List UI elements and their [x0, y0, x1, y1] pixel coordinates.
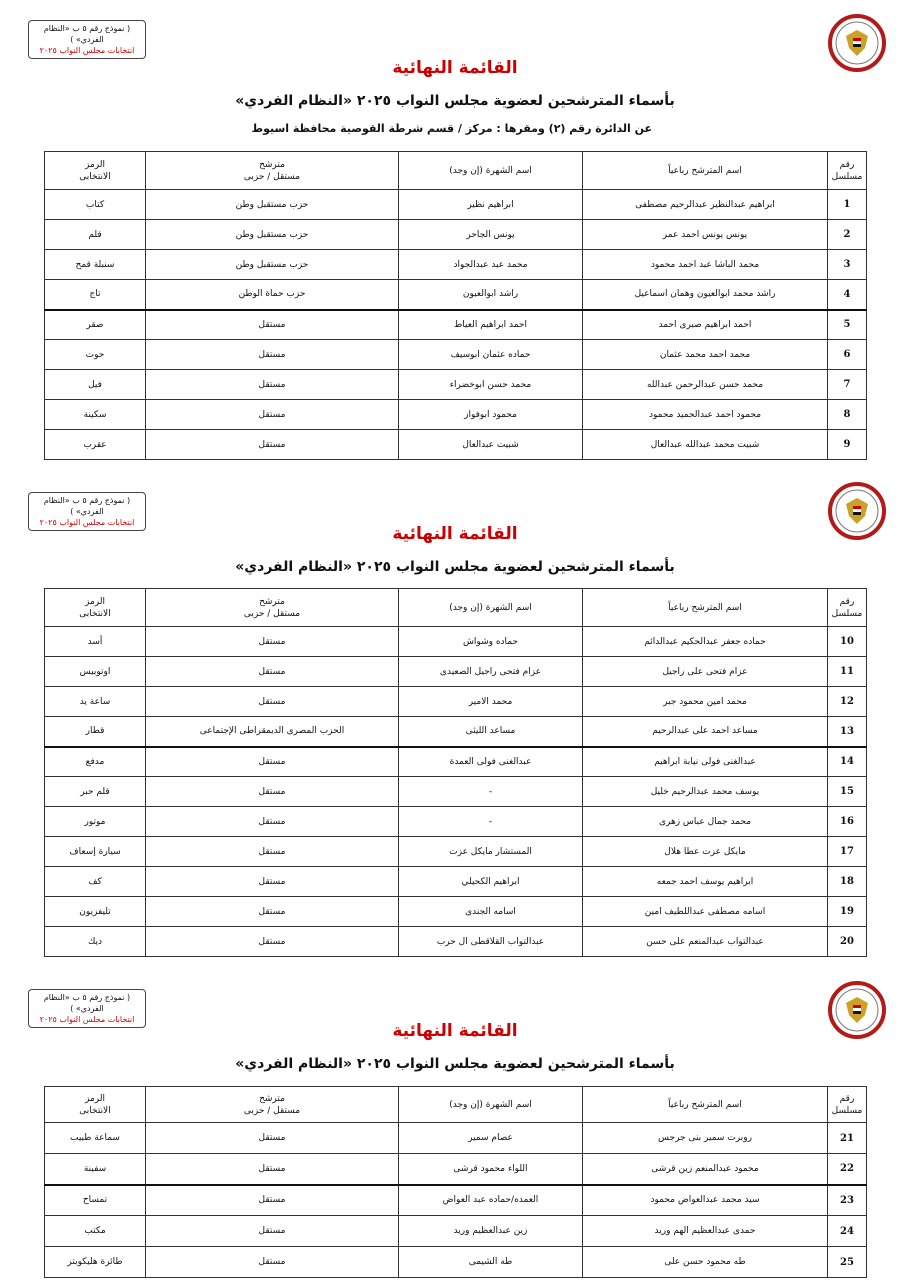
table-row: 18 ابراهيم يوسف احمد جمعه ابراهيم الكحيلي مستقل كف	[45, 867, 867, 897]
table-header-row	[45, 1087, 867, 1123]
table-row: 24 حمدى عبدالعظيم الهم وريد زين عبدالعظيم وريد مستقل مكتب	[45, 1216, 867, 1247]
header-symbol: الرمز الانتخابى	[45, 1087, 146, 1123]
page-1	[0, 0, 910, 470]
form-stamp	[28, 20, 146, 59]
candidates-table	[44, 588, 867, 957]
table-row: 25 طه محمود حسن على طه الشيمى مستقل طائرة هليكوبتر	[45, 1247, 867, 1278]
header-name: اسم المترشح رباعياً	[583, 1087, 828, 1123]
candidates-table	[44, 151, 867, 460]
page-subtitle: بأسماء المترشحين لعضوية مجلس النواب ٢٠٢٥ «النظام الفردي»	[235, 93, 675, 109]
header-name: اسم المترشح رباعياً	[583, 589, 828, 627]
header-nickname: اسم الشهرة (إن وجد)	[399, 1087, 583, 1123]
header-nickname: اسم الشهرة (إن وجد)	[399, 152, 583, 190]
header-type: مترشح مستقل / حزبى	[146, 589, 399, 627]
page-3	[0, 975, 910, 1280]
page-subtitle: بأسماء المترشحين لعضوية مجلس النواب ٢٠٢٥ «النظام الفردي»	[235, 1056, 675, 1072]
header-serial: رقم مسلسل	[828, 1087, 867, 1123]
header-symbol: الرمز الانتخابى	[45, 589, 146, 627]
table-row: 13 مساعد احمد على عبدالرحيم مساعد الليثى الحزب المصرى الديمقراطى الإجتماعى قطار	[45, 717, 867, 747]
stamp-line2: انتخابات مجلس النواب ٢٠٢٥	[39, 1015, 135, 1024]
stamp-line1: ( نموذج رقم ٥ ب «النظام الفردي» )	[43, 993, 131, 1013]
table-row: 23 سيد محمد عبدالعواض محمود العمده/حماده عبد العواض مستقل تمساح	[45, 1185, 867, 1216]
table-row: 8 محمود احمد عبدالحميد محمود محمود ابوفواز مستقل سكينة	[45, 400, 867, 430]
table-row: 3 محمد الباشا عبد احمد محمود محمد عبد عبدالجواد حزب مستقبل وطن سنبلة قمح	[45, 250, 867, 280]
table-row: 20 عبدالتواب عبدالمنعم على حسن عبدالتواب القلاقطى ال حرب مستقل ديك	[45, 927, 867, 957]
header-serial: رقم مسلسل	[828, 152, 867, 190]
page-2	[0, 478, 910, 968]
table-row: 22 محمود عبدالمنعم زين قرشى اللواء محمود قرشى مستقل سفينة	[45, 1154, 867, 1185]
page-title: القائمة النهائية	[392, 1021, 518, 1041]
table-row: 17 مايكل عزت عطا هلال المستشار مايكل عزت مستقل سيارة إسعاف	[45, 837, 867, 867]
table-row: 11 عزام فتحى على راجيل عزام فتحى راجيل الصعيدى مستقل اوتوبيس	[45, 657, 867, 687]
table-row: 15 يوسف محمد عبدالرحيم خليل - مستقل قلم حبر	[45, 777, 867, 807]
header-symbol: الرمز الانتخابى	[45, 152, 146, 190]
table-row: 5 احمد ابراهيم صبرى احمد احمد ابراهيم العياط مستقل صقر	[45, 310, 867, 340]
stamp-line1: ( نموذج رقم ٥ ب «النظام الفردي» )	[43, 24, 131, 44]
table-header-row	[45, 589, 867, 627]
table-row: 10 حماده جعفر عبدالحكيم عبدالدائم حماده وشواش مستقل أسد	[45, 627, 867, 657]
table-row: 4 راشد محمد ابوالعيون وهمان اسماعيل راشد ابوالعيون حزب حماة الوطن تاج	[45, 280, 867, 310]
page-title: القائمة النهائية	[392, 58, 518, 78]
table-row: 16 محمد جمال عباس زهرى - مستقل موتور	[45, 807, 867, 837]
table-row: 21 روبرت سمير بنى جرجس عصام سمير مستقل سماعة طبيب	[45, 1123, 867, 1154]
header-nickname: اسم الشهرة (إن وجد)	[399, 589, 583, 627]
table-row: 9 شبيت محمد عبدالله عبدالعال شبيت عبدالعال مستقل عقرب	[45, 430, 867, 460]
table-row: 7 محمد حسن عبدالرحمن عبدالله محمد حسن ابوخضراء مستقل فيل	[45, 370, 867, 400]
stamp-line2: انتخابات مجلس النواب ٢٠٢٥	[39, 46, 135, 55]
table-row: 1 ابراهيم عبدالنظير عبدالرحيم مصطفى ابراهيم نظير حزب مستقبل وطن كتاب	[45, 190, 867, 220]
table-row: 2 يونس يونس احمد عمر يونس الجاحر حزب مستقبل وطن قلم	[45, 220, 867, 250]
table-row: 12 محمد امين محمود جبر محمد الامير مستقل ساعة يد	[45, 687, 867, 717]
table-row: 19 اسامه مصطفى عبداللطيف امين اسامه الجندى مستقل تليفزيون	[45, 897, 867, 927]
header-name: اسم المترشح رباعياً	[583, 152, 828, 190]
page-subtitle: بأسماء المترشحين لعضوية مجلس النواب ٢٠٢٥ «النظام الفردي»	[235, 559, 675, 575]
table-header-row	[45, 152, 867, 190]
table-row: 14 عبدالغنى فولى نيابة ابراهيم عبدالغنى فولى العمدة مستقل مدفع	[45, 747, 867, 777]
stamp-line2: انتخابات مجلس النواب ٢٠٢٥	[39, 518, 135, 527]
table-row: 6 محمد احمد محمد عثمان حماده عثمان ابوسيف مستقل حوت	[45, 340, 867, 370]
header-serial: رقم مسلسل	[828, 589, 867, 627]
candidates-table	[44, 1086, 867, 1278]
stamp-line1: ( نموذج رقم ٥ ب «النظام الفردي» )	[43, 496, 131, 516]
header-type: مترشح مستقل / حزبى	[146, 152, 399, 190]
header-type: مترشح مستقل / حزبى	[146, 1087, 399, 1123]
district-info: عن الدائرة رقم (٢) ومقرها : مركز / قسم شرطة القوصية محافظة اسيوط	[251, 122, 652, 135]
page-title: القائمة النهائية	[392, 524, 518, 544]
